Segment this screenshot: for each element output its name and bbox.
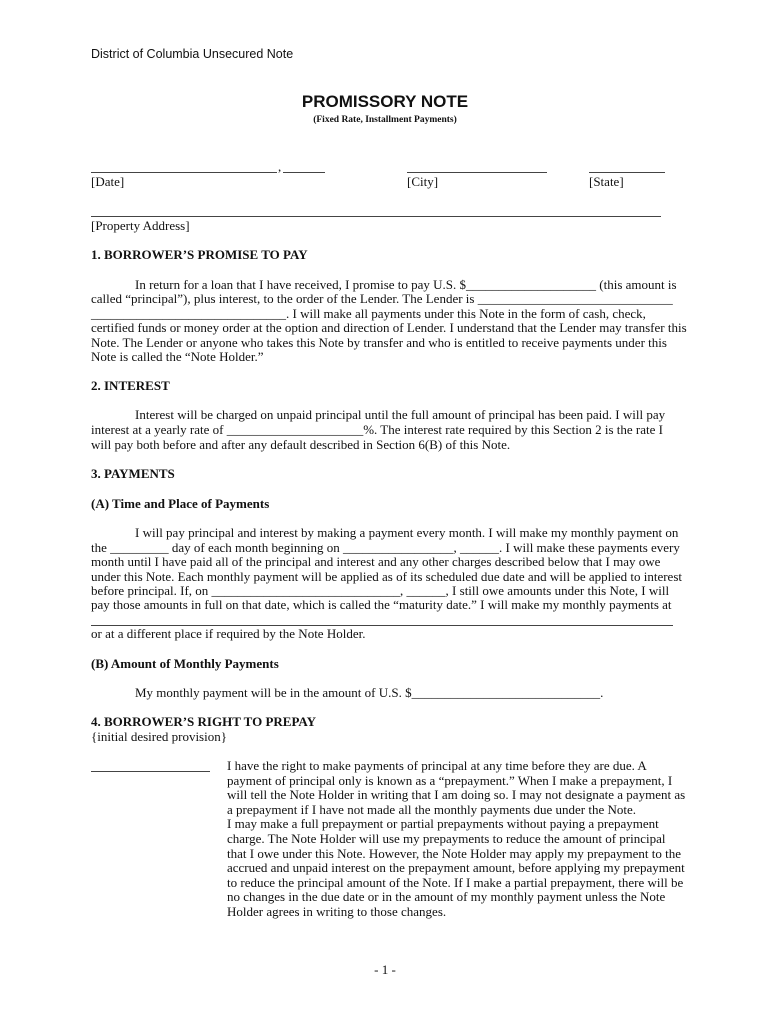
- paragraph-line: under this Note. Each monthly payment will be applied as of its scheduled due date and will be applied to interest: [91, 569, 682, 584]
- section-3-heading: 3. PAYMENTS: [91, 466, 175, 481]
- section-4-heading: 4. BORROWER’S RIGHT TO PREPAY: [91, 714, 317, 729]
- paragraph-line: or at a different place if required by the Note Holder.: [91, 626, 366, 641]
- city-label: [City]: [407, 174, 439, 189]
- date-label: [Date]: [91, 174, 125, 189]
- paragraph-line: Interest will be charged on unpaid principal until the full amount of principal has been paid. I will pay: [135, 407, 666, 422]
- paragraph-line: Note is called the “Note Holder.”: [91, 349, 264, 364]
- page-number: - 1 -: [374, 962, 396, 977]
- paragraph-line: pay those amounts in full on that date, which is called the “maturity date.” I will make my monthly payments at: [91, 597, 672, 612]
- section-2-heading: 2. INTEREST: [91, 378, 170, 393]
- property-address-label: [Property Address]: [91, 218, 190, 233]
- provision-note: {initial desired provision}: [91, 729, 227, 744]
- paragraph-line: a prepayment if I have not made all the monthly payments due under the Note.: [227, 802, 637, 817]
- state-label: [State]: [589, 174, 624, 189]
- paragraph-line: month until I have paid all of the principal and interest and any other charges described below that I may owe: [91, 554, 661, 569]
- paragraph-line: before principal. If, on _____________________________, ______, I still owe amounts under this Note, I will: [91, 583, 670, 598]
- date-field-line[interactable]: [91, 172, 277, 173]
- paragraph-line: to reduce the principal amount of the Note. If I make a partial prepayment, there will be: [227, 875, 684, 890]
- paragraph-line: payment of principal only is known as a “prepayment.” When I make a prepayment, I: [227, 773, 673, 788]
- paragraph-line: charge. The Note Holder will use my prepayments to reduce the amount of principal: [227, 831, 666, 846]
- initial-field-line[interactable]: [91, 771, 210, 772]
- paragraph-line: will tell the Note Holder in writing that I am doing so. I may not designate a payment as: [227, 787, 686, 802]
- paragraph-line: In return for a loan that I have received, I promise to pay U.S. $____________________ (this amount is: [135, 277, 677, 292]
- paragraph-line: no changes in the due date or in the amount of my monthly payment unless the Note: [227, 889, 666, 904]
- paragraph-line: certified funds or money order at the option and direction of Lender. I understand that the Lender may transfer this: [91, 320, 687, 335]
- document-header: District of Columbia Unsecured Note: [91, 47, 294, 61]
- section-3a-heading: (A) Time and Place of Payments: [91, 496, 270, 511]
- paragraph-line: My monthly payment will be in the amount of U.S. $_____________________________.: [135, 685, 604, 700]
- document-subtitle: (Fixed Rate, Installment Payments): [313, 115, 457, 125]
- paragraph-line: Holder agrees in writing to those changes.: [227, 904, 447, 919]
- property-address-line[interactable]: [91, 216, 661, 217]
- paragraph-line: Note. The Lender or anyone who takes this Note by transfer and who is entitled to receive payments under this: [91, 335, 667, 350]
- paragraph-line: the _________ day of each month beginning on _________________, ______. I will make these payments every: [91, 540, 680, 555]
- year-field-line[interactable]: [283, 172, 325, 173]
- paragraph-line: I have the right to make payments of principal at any time before they are due. A: [227, 758, 647, 773]
- date-comma: ,: [278, 159, 282, 174]
- paragraph-line: I will pay principal and interest by making a payment every month. I will make my monthly payment on: [135, 525, 679, 540]
- paragraph-line: ______________________________. I will make all payments under this Note in the form of cash, check,: [91, 306, 646, 321]
- city-field-line[interactable]: [407, 172, 547, 173]
- section-1-heading: 1. BORROWER’S PROMISE TO PAY: [91, 247, 308, 262]
- state-field-line[interactable]: [589, 172, 665, 173]
- paragraph-line: will pay both before and after any default described in Section 6(B) of this Note.: [91, 437, 511, 452]
- paragraph-line: I may make a full prepayment or partial prepayments without paying a prepayment: [227, 816, 659, 831]
- paragraph-line: that I owe under this Note. However, the Note Holder may apply my prepayment to the: [227, 846, 681, 861]
- paragraph-line: accrued and unpaid interest on the prepayment amount, before applying my prepayment: [227, 860, 685, 875]
- section-3b-heading: (B) Amount of Monthly Payments: [91, 656, 279, 671]
- paragraph-line: interest at a yearly rate of _____________________%. The interest rate required by this Section 2 is the rate I: [91, 422, 663, 437]
- document-title: PROMISSORY NOTE: [301, 92, 469, 111]
- paragraph-line: called “principal”), plus interest, to the order of the Lender. The Lender is ______________________________: [91, 291, 673, 306]
